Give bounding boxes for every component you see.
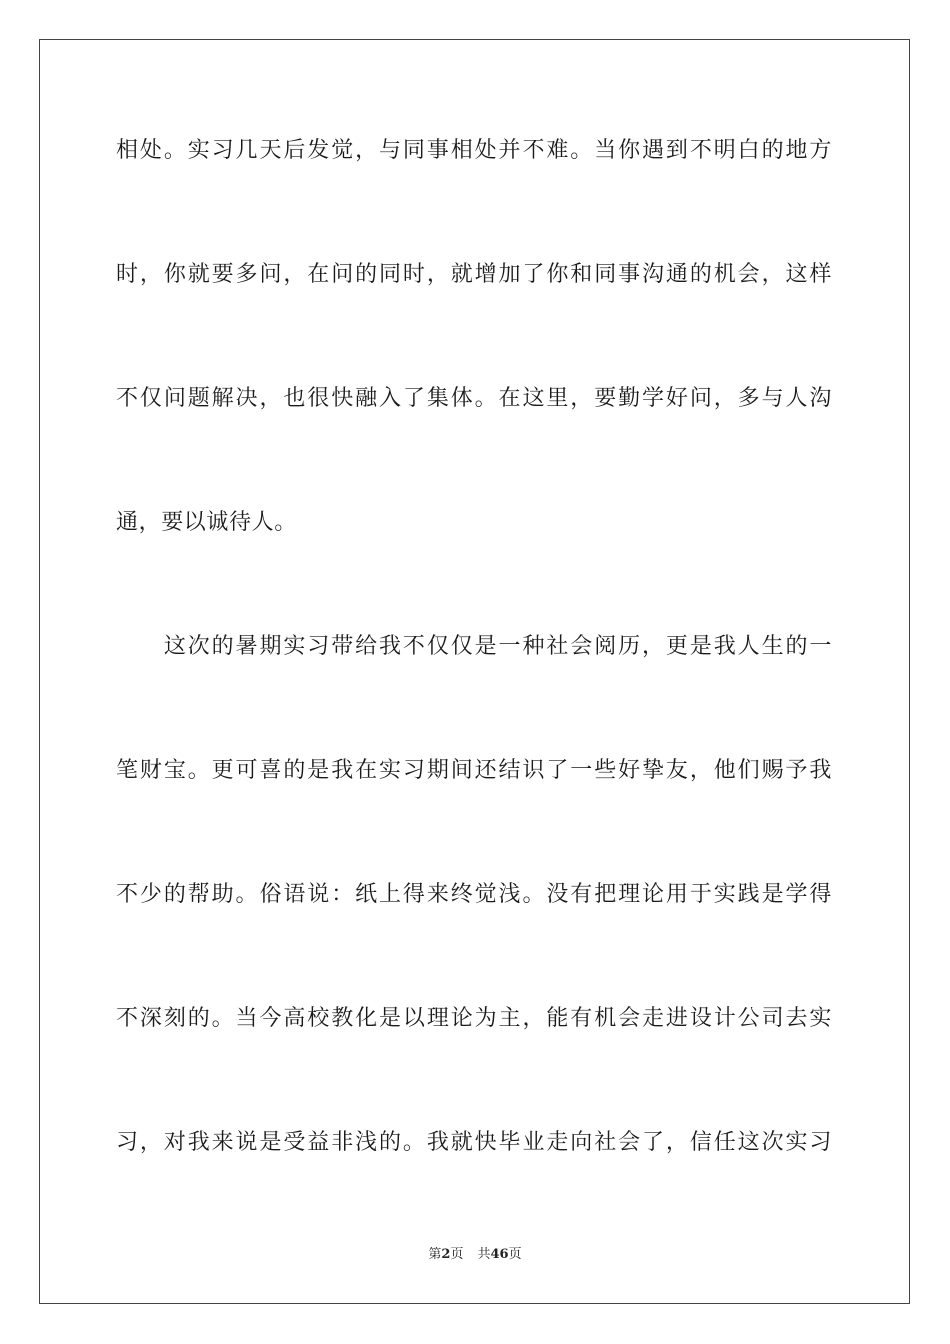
body-text-line-1: 相处。实习几天后发觉，与同事相处并不难。当你遇到不明白的地方 — [116, 138, 832, 163]
body-text-line-6: 笔财宝。更可喜的是我在实习期间还结识了一些好挚友，他们赐予我 — [116, 758, 832, 783]
body-text-line-8: 不深刻的。当今高校教化是以理论为主，能有机会走进设计公司去实 — [116, 1006, 832, 1031]
total-pages: 46 — [490, 1247, 509, 1262]
page-footer — [0, 1246, 950, 1264]
total-pages-prefix: 共 — [477, 1247, 491, 1262]
body-text-line-2: 时，你就要多问，在问的同时，就增加了你和同事沟通的机会，这样 — [116, 262, 832, 287]
page-number-suffix: 页 — [450, 1247, 464, 1262]
page-number: 2 — [441, 1247, 451, 1262]
page-number-prefix: 第 — [428, 1247, 442, 1262]
body-text-line-5: 这次的暑期实习带给我不仅仅是一种社会阅历，更是我人生的一 — [116, 634, 832, 659]
body-text-line-3: 不仅问题解决，也很快融入了集体。在这里，要勤学好问，多与人沟 — [116, 386, 832, 411]
body-text-line-7: 不少的帮助。俗语说：纸上得来终觉浅。没有把理论用于实践是学得 — [116, 882, 832, 907]
body-text-line-9: 习，对我来说是受益非浅的。我就快毕业走向社会了，信任这次实习 — [116, 1130, 832, 1155]
page-border — [39, 39, 910, 1304]
body-text-line-4: 通，要以诚待人。 — [116, 510, 297, 535]
total-pages-suffix: 页 — [508, 1247, 522, 1262]
